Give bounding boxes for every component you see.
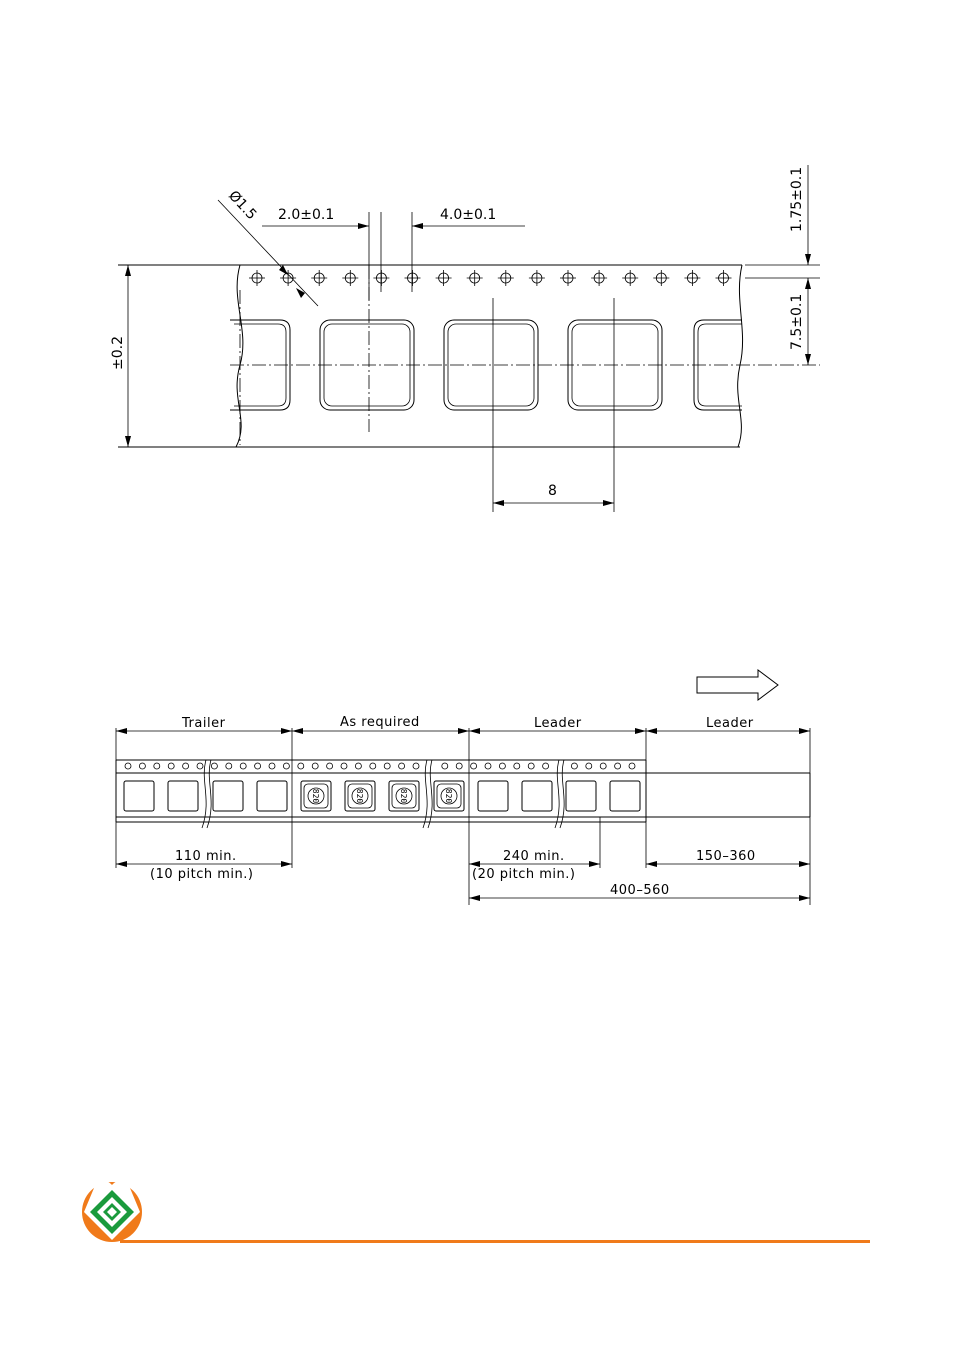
sprocket-hole	[586, 763, 592, 769]
tape-width-label: ±0.2	[110, 336, 126, 370]
sprocket-hole	[615, 763, 621, 769]
sprocket-hole	[154, 763, 160, 769]
sprocket-hole	[255, 763, 261, 769]
sprocket-hole	[600, 763, 606, 769]
sprocket-hole	[197, 763, 203, 769]
sprocket-hole	[514, 763, 520, 769]
sprocket-hole	[240, 763, 246, 769]
sprocket-hole	[653, 270, 669, 286]
section-trailer: Trailer	[182, 716, 226, 731]
trailer-pitch-label: (10 pitch min.)	[150, 867, 254, 882]
sprocket-hole	[498, 270, 514, 286]
sprocket-hole	[370, 763, 376, 769]
pocket-pitch-label: 8	[548, 483, 557, 499]
pocket-with-component	[345, 781, 375, 811]
empty-pocket	[168, 781, 198, 811]
sprocket-hole	[499, 763, 505, 769]
component-marking: 820	[444, 788, 453, 804]
sprocket-hole	[139, 763, 145, 769]
sprocket-hole	[529, 270, 545, 286]
sprocket-hole	[249, 270, 265, 286]
pocket-with-component	[389, 781, 419, 811]
empty-pocket	[522, 781, 552, 811]
sprocket-hole	[560, 270, 576, 286]
component-marking: 820	[311, 788, 320, 804]
sprocket-hole	[716, 270, 732, 286]
sprocket-hole	[471, 763, 477, 769]
leader-total-label: 400–560	[610, 883, 670, 898]
component-marking: 820	[399, 788, 408, 804]
sprocket-hole	[622, 270, 638, 286]
sprocket-hole	[168, 763, 174, 769]
empty-pocket	[478, 781, 508, 811]
sprocket-hole	[405, 270, 421, 286]
leader-pitch-label: (20 pitch min.)	[472, 867, 576, 882]
sprocket-hole	[436, 270, 452, 286]
sprocket-hole	[283, 763, 289, 769]
sprocket-hole	[125, 763, 131, 769]
hole-to-pocket-label: 2.0±0.1	[278, 207, 335, 223]
sprocket-hole	[341, 763, 347, 769]
feed-direction-arrow	[697, 670, 778, 700]
sprocket-hole	[467, 270, 483, 286]
sprocket-hole	[684, 270, 700, 286]
empty-pocket	[610, 781, 640, 811]
sprocket-hole	[591, 270, 607, 286]
leader-end-label: 150–360	[696, 849, 756, 864]
hole-diameter-label: Ø1.5	[225, 187, 260, 224]
sprocket-hole	[183, 763, 189, 769]
sprocket-hole	[571, 763, 577, 769]
sprocket-hole	[280, 270, 296, 286]
sprocket-hole	[456, 763, 462, 769]
sprocket-hole	[226, 763, 232, 769]
sprocket-hole	[311, 270, 327, 286]
reel-layout	[116, 670, 810, 905]
section-leader-end: Leader	[706, 716, 754, 731]
trailer-min-label: 110 min.	[175, 849, 237, 864]
sprocket-hole	[342, 270, 358, 286]
sprocket-hole	[399, 763, 405, 769]
sprocket-hole	[485, 763, 491, 769]
footer-divider	[120, 1240, 870, 1243]
carrier-tape-detail	[110, 165, 820, 512]
pocket-with-component	[434, 781, 464, 811]
sprocket-hole	[543, 763, 549, 769]
pocket-with-component	[301, 781, 331, 811]
leader-min-label: 240 min.	[503, 849, 565, 864]
section-leader: Leader	[534, 716, 582, 731]
empty-pocket	[566, 781, 596, 811]
empty-pocket	[213, 781, 243, 811]
sprocket-hole	[327, 763, 333, 769]
empty-pocket	[257, 781, 287, 811]
sprocket-hole	[312, 763, 318, 769]
sprocket-hole	[384, 763, 390, 769]
sprocket-hole	[413, 763, 419, 769]
sprocket-holes	[249, 270, 732, 286]
sprocket-hole	[269, 763, 275, 769]
sprocket-hole	[629, 763, 635, 769]
section-as-required: As required	[340, 715, 420, 730]
component-marking: 820	[355, 788, 364, 804]
sprocket-hole	[355, 763, 361, 769]
hole-pitch-label: 4.0±0.1	[440, 207, 497, 223]
sprocket-hole	[211, 763, 217, 769]
sprocket-hole	[442, 763, 448, 769]
empty-pocket	[124, 781, 154, 811]
company-logo	[82, 1181, 142, 1242]
edge-to-hole-label: 1.75±0.1	[789, 166, 805, 232]
sprocket-hole	[528, 763, 534, 769]
sprocket-hole	[298, 763, 304, 769]
hole-to-center-label: 7.5±0.1	[789, 293, 805, 350]
